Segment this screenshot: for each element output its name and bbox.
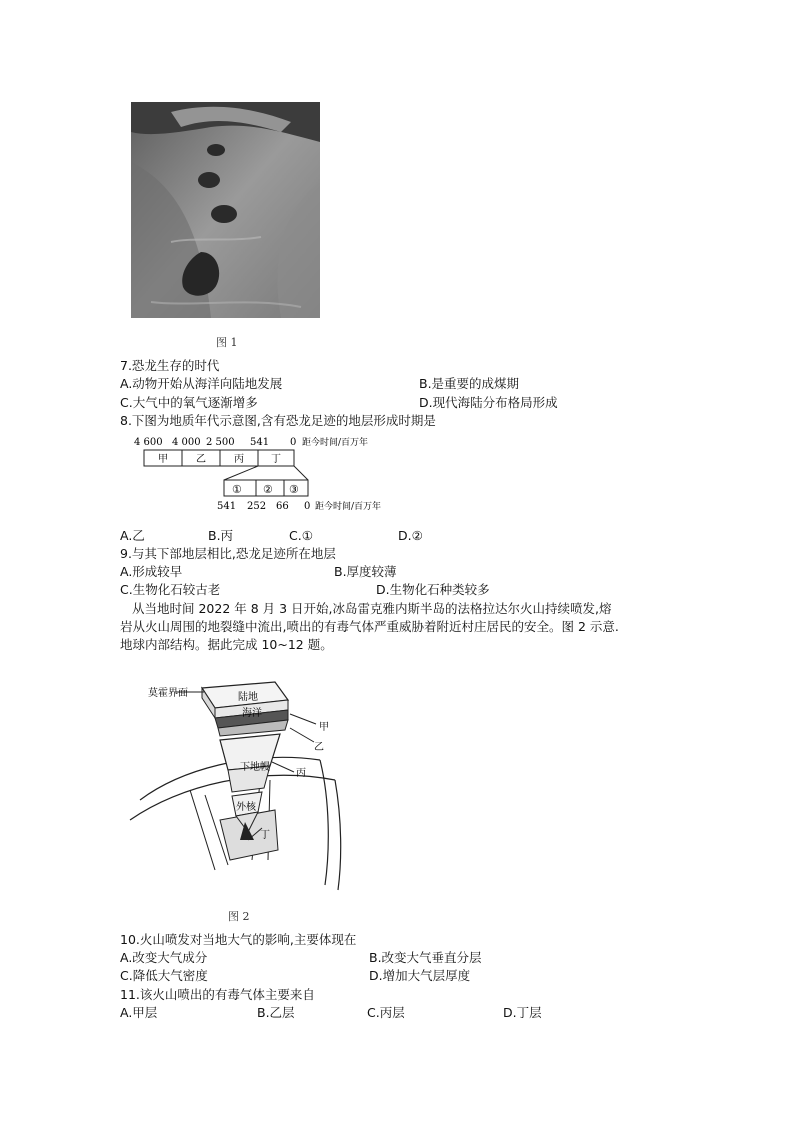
geologic-time-diagram bbox=[120, 432, 420, 514]
bottom-axis-label: 距今时间/百万年 bbox=[315, 502, 382, 512]
jia-label: 甲 bbox=[319, 722, 329, 733]
q10-option-a[interactable]: A.改变大气成分 bbox=[120, 950, 208, 965]
q7-option-d[interactable]: D.现代海陆分布格局形成 bbox=[419, 395, 558, 410]
q8-option-b[interactable]: B.丙 bbox=[208, 528, 234, 543]
q11-option-b[interactable]: B.乙层 bbox=[257, 1005, 295, 1020]
footprint-1 bbox=[207, 144, 225, 156]
footprint-photo-graphic bbox=[131, 102, 320, 318]
q11-option-a[interactable]: A.甲层 bbox=[120, 1005, 158, 1020]
q10-option-b[interactable]: B.改变大气垂直分层 bbox=[369, 950, 482, 965]
bottom-tick-0: 0 bbox=[304, 501, 311, 512]
yi-label: 乙 bbox=[314, 742, 324, 753]
top-tick-541: 541 bbox=[250, 437, 270, 448]
q7-option-b[interactable]: B.是重要的成煤期 bbox=[419, 376, 520, 391]
q9-option-d[interactable]: D.生物化石种类较多 bbox=[376, 582, 490, 597]
bottom-tick-66: 66 bbox=[276, 501, 289, 512]
q11-stem: 11.该火山喷出的有毒气体主要来自 bbox=[120, 987, 315, 1002]
q7-stem: 7.恐龙生存的时代 bbox=[120, 358, 220, 373]
q8-stem: 8.下图为地质年代示意图,含有恐龙足迹的地层形成时期是 bbox=[120, 413, 436, 428]
passage-line-3: 地球内部结构。据此完成 10~12 题。 bbox=[120, 637, 333, 652]
bottom-tick-252: 252 bbox=[247, 501, 267, 512]
q8-option-d[interactable]: D.② bbox=[398, 528, 423, 543]
passage-line-1: 从当地时间 2022 年 8 月 3 日开始,冰岛雷克雅内斯半岛的法格拉达尔火山持续喷发,熔 bbox=[132, 601, 612, 616]
q7-option-a[interactable]: A.动物开始从海洋向陆地发展 bbox=[120, 376, 283, 391]
footprint-3 bbox=[211, 205, 237, 223]
top-tick-2500: 2 500 bbox=[206, 437, 235, 448]
segment-2: ② bbox=[263, 483, 273, 496]
bottom-tick-541: 541 bbox=[217, 501, 237, 512]
segment-yi: 乙 bbox=[196, 454, 206, 465]
segment-3: ③ bbox=[289, 483, 299, 496]
q9-option-c[interactable]: C.生物化石较古老 bbox=[120, 582, 221, 597]
bing-label: 丙 bbox=[296, 768, 306, 779]
q10-option-d[interactable]: D.增加大气层厚度 bbox=[369, 968, 471, 983]
segment-1: ① bbox=[232, 483, 242, 496]
top-tick-0: 0 bbox=[290, 437, 297, 448]
q10-stem: 10.火山喷发对当地大气的影响,主要体现在 bbox=[120, 932, 357, 947]
q10-option-c[interactable]: C.降低大气密度 bbox=[120, 968, 208, 983]
q8-option-a[interactable]: A.乙 bbox=[120, 528, 145, 543]
land-label: 陆地 bbox=[238, 692, 258, 703]
q9-option-b[interactable]: B.厚度较薄 bbox=[334, 564, 397, 579]
figure2-caption: 图 2 bbox=[228, 910, 250, 923]
q9-option-a[interactable]: A.形成较早 bbox=[120, 564, 183, 579]
dinosaur-footprint-photo bbox=[131, 102, 320, 318]
segment-jia: 甲 bbox=[158, 454, 168, 465]
q8-option-c[interactable]: C.① bbox=[289, 528, 313, 543]
top-tick-4600: 4 600 bbox=[134, 437, 163, 448]
passage-line-2: 岩从火山周围的地裂缝中流出,喷出的有毒气体严重威胁着附近村庄居民的安全。图 2 示意. bbox=[120, 619, 619, 634]
top-tick-4000: 4 000 bbox=[172, 437, 201, 448]
segment-bing: 丙 bbox=[234, 454, 244, 465]
q11-option-d[interactable]: D.丁层 bbox=[503, 1005, 542, 1020]
ocean-label: 海洋 bbox=[242, 708, 262, 719]
q11-option-c[interactable]: C.丙层 bbox=[367, 1005, 405, 1020]
figure1-caption: 图 1 bbox=[216, 336, 238, 349]
earth-structure-diagram bbox=[120, 670, 350, 900]
top-axis-label: 距今时间/百万年 bbox=[302, 438, 369, 448]
moho-label: 莫霍界面 bbox=[148, 688, 188, 699]
lower-mantle-label: 下地幔 bbox=[240, 762, 270, 773]
footprint-2 bbox=[198, 172, 220, 188]
q7-option-c[interactable]: C.大气中的氧气逐渐增多 bbox=[120, 395, 258, 410]
q9-stem: 9.与其下部地层相比,恐龙足迹所在地层 bbox=[120, 546, 336, 561]
segment-ding: 丁 bbox=[271, 454, 281, 465]
ding-label: 丁 bbox=[260, 830, 270, 841]
outer-core-label: 外核 bbox=[236, 802, 256, 813]
